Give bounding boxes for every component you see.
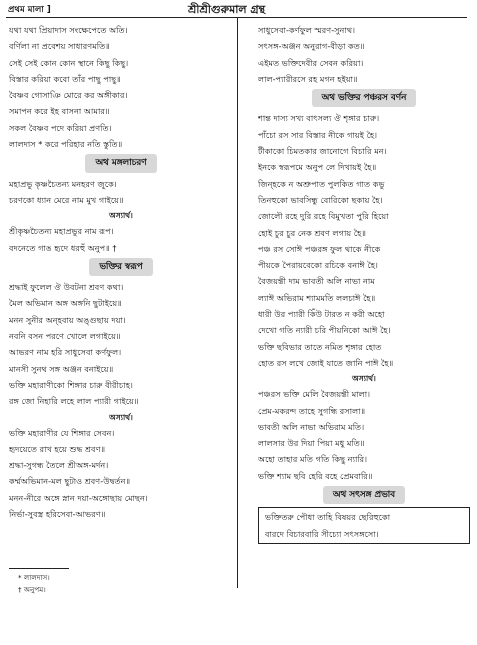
verse-line: ভাবতী অলি নাভা অভিরাম মতি।	[258, 421, 365, 432]
verse-line: শ্রদ্ধাই ফুলেল ঔ উবটনা শ্রবণ কথা।	[9, 282, 124, 293]
verse-line: বৈজয়ন্তী দাম ভাবতী অলি নাভা নাম	[258, 276, 375, 287]
verse-line: ভক্তি ছবিভার তাতে নমিত শৃঙ্গার হোত	[258, 341, 382, 352]
meaning-label: অস্যার্থ।	[352, 374, 376, 384]
section-heading: অথ মঙ্গলাচরণ	[85, 154, 156, 172]
meaning-label: অস্যার্থ।	[109, 211, 133, 221]
verse-line: চরণকো ধ্যান মেরে নাম মুখ গাইয়ে॥	[9, 194, 124, 205]
verse-line: হোই চুর চুর নেক শ্রবণ লগায় হৈ॥	[258, 227, 367, 238]
left-column	[9, 22, 233, 522]
footnote: † অনুপম।	[18, 585, 46, 594]
verse-line: ভক্তি শ্যাম ছবি হেরি বহে প্রেমবারি॥	[258, 470, 373, 481]
verse-block	[258, 110, 470, 371]
section-heading: ভক্তির স্বরূপ	[89, 258, 152, 276]
column-divider	[237, 18, 238, 588]
verse-line: মানসী সুনথ সঙ্গ অঞ্জন বনাইয়ে॥	[9, 363, 114, 374]
book-title: শ্রীশ্রীগুরুমাল গ্রন্থ	[188, 3, 266, 16]
verse-line: হোত রস লখে জোই যাতে জানি পাঈ হৈ॥	[258, 357, 394, 368]
verse-line: মনন সুনীর অন্হবায় অঙ্গুছায় দয়া।	[9, 314, 126, 325]
section-heading: অথ সৎসঙ্গ প্রভাব	[323, 486, 405, 504]
verse-line: পীয়কে পৈরায়বেকো রচিকে বনাঈ হৈ।	[258, 260, 378, 271]
verse-block	[9, 22, 233, 152]
verse-line: বিস্তার করিয়া কবো তাঁর পাছু পাছু॥	[9, 73, 121, 84]
verse-line: অহো তাহার মতি গতি কিছু ন্যারি।	[258, 454, 368, 465]
verse-line: আভরণ নাম হরি সাধুসেবা কর্ণফুল।	[9, 347, 122, 358]
verse-line: এইমত ভক্তিদেবীর সেবন করিয়া।	[258, 57, 364, 68]
verse-line: প্রেম-মকরন্দ তাহে সুগন্ধি রসালা॥	[258, 405, 366, 416]
verse-block	[258, 22, 470, 87]
verse-line: জিন্হকে ন অশ্রুপাত পুলকিত গাত কভু	[258, 178, 385, 189]
verse-line: লাল-প্যারীরসে রহ মগন হইয়া॥	[258, 73, 358, 84]
verse-line: পঞ্চরস ভক্তি মেলি বৈজয়ন্তী মালা।	[258, 389, 371, 400]
footnote-rule	[9, 568, 69, 569]
page-series-label: প্রথম মালা ]	[8, 5, 51, 15]
verse-line: মৈল অভিমান অঙ্গ অঙ্গনি ছুটাইয়ে॥	[9, 298, 122, 309]
verse-line: টীকাকো চিমতকার জানোগে বিচারি মন।	[258, 146, 387, 157]
verse-block	[9, 425, 233, 523]
verse-line: সাধুসেবা-কর্ণফুল স্মরণ-সুনাথ।	[258, 25, 356, 35]
verse-line: বর্ণিলা না প্রবেশয় সাধারণমতি॥	[9, 41, 110, 52]
verse-line: নির্ভা-সুবস্ত্র হরিসেবা-আভরণ॥	[9, 509, 106, 520]
footnotes	[18, 572, 50, 596]
verse-line: শ্রদ্ধা-সুগন্ধ তৈলে শ্রীঅঙ্গ-মর্দন।	[9, 460, 109, 471]
verse-line: মহাপ্রভু কৃষ্ণচৈতন্য মনহরণ জুকে।	[9, 178, 117, 189]
verse-line: কর্ম্মঅভিমান-মল ছুটাও শ্রবণ-উদ্বর্তন॥	[9, 476, 131, 487]
verse-line: লালদাস * করে পরিহার নতি স্তুতি॥	[9, 139, 123, 150]
boxed-verse	[258, 507, 470, 544]
verse-line: ইনকে স্বরূপমে অনুপ লে দিখায়ই হৈ॥	[258, 162, 377, 173]
verse-block	[9, 223, 233, 256]
verse-line: ল্যাঈ অভিরাম শ্যামমতি ললচাঈ হৈ॥	[258, 292, 376, 303]
verse-line: সকল বৈষ্ণব পদে করিয়া প্রণতি।	[9, 122, 112, 133]
verse-line: ভক্তি মহারাণীকো শিঙ্গার চারু বীরীচাহ।	[9, 379, 133, 390]
footnote: * লালদাস।	[18, 573, 50, 582]
verse-line: মনন-নীরে অঙ্গে স্নান দয়া-অঙ্গোছায় মোছন।	[9, 492, 148, 503]
verse-line: বারদে বিচারবারি সীচ্যো সৎসঙ্গসো।	[265, 528, 379, 539]
verse-line: ধারী উর প্যারী কিঁউ টারত ন করী অহো	[258, 309, 385, 320]
verse-block	[9, 279, 233, 409]
verse-line: দেখো গতি ন্যারী চরি পীয়নিকো আঈ হৈ।	[258, 325, 391, 336]
verse-line: শান্ত দাস্য সখ্য বাৎসল্য ঔ শৃঙ্গার চারু।	[258, 113, 380, 124]
meaning-label: অস্যার্থ।	[109, 412, 133, 422]
verse-line: পঞ্চ রস সোঈ পঞ্চরঙ্গ ফুল থাকে নীকে	[258, 243, 381, 254]
verse-line: বৈষ্ণব গোসাঞি মোরে কর অঙ্গীকার।	[9, 90, 128, 101]
verse-block	[258, 386, 470, 484]
verse-line: ভক্তি মহারাণীর যে শিঙ্গার সেবন।	[9, 427, 115, 438]
verse-line: যথা যথা প্রিয়াদাস সংক্ষেপেতে অতি।	[9, 25, 128, 35]
verse-line: জোলৌ রহে দুরি রহে বিমুখতা পুরি হিয়ো	[258, 211, 389, 222]
verse-line: তিনহুকো ভাবসিন্ধু বোরিকো ছকায় হৈ।	[258, 194, 383, 205]
verse-block	[9, 176, 233, 209]
section-heading: অথ ভক্তির পঞ্চরস বর্ণন	[312, 89, 417, 107]
verse-line: হৃদয়েতে রাখ হয়ে শুদ্ধ শ্রবণ॥	[9, 443, 106, 454]
right-column	[258, 22, 470, 544]
verse-line: সৎসঙ্গ-অঞ্জন অনুরাগ-বীড়া কত॥	[258, 41, 365, 52]
verse-line: নবনি বসন পরণে খোলে লগাইয়ে॥	[9, 331, 121, 342]
verse-line: বদনেতে গাঙ হৃদে ধরহুঁ অনুপ॥ †	[9, 242, 117, 253]
verse-line: শ্রীকৃষ্ণচৈতন্য মহাপ্রভুর নাম রূপ।	[9, 226, 114, 237]
verse-line: লালসার উর দিয়া পিয়া মধু মতি॥	[258, 438, 365, 449]
verse-line: সমাপন করে ইহ বাসনা আমার॥	[9, 106, 110, 117]
verse-line: রঙ্গ জো নিহারি লহে লাল প্যারী গাইয়ে॥	[9, 396, 139, 407]
verse-line: ভক্তিতরু পৌধা তাহি বিষয়র ছেরিহুকো	[265, 512, 391, 523]
verse-line: পাঁচো রস সার বিস্তার নীকে গায়ই হৈ।	[258, 129, 378, 140]
verse-line: সেই সেই কোন কোন স্থানে কিছু কিছু।	[9, 57, 129, 68]
